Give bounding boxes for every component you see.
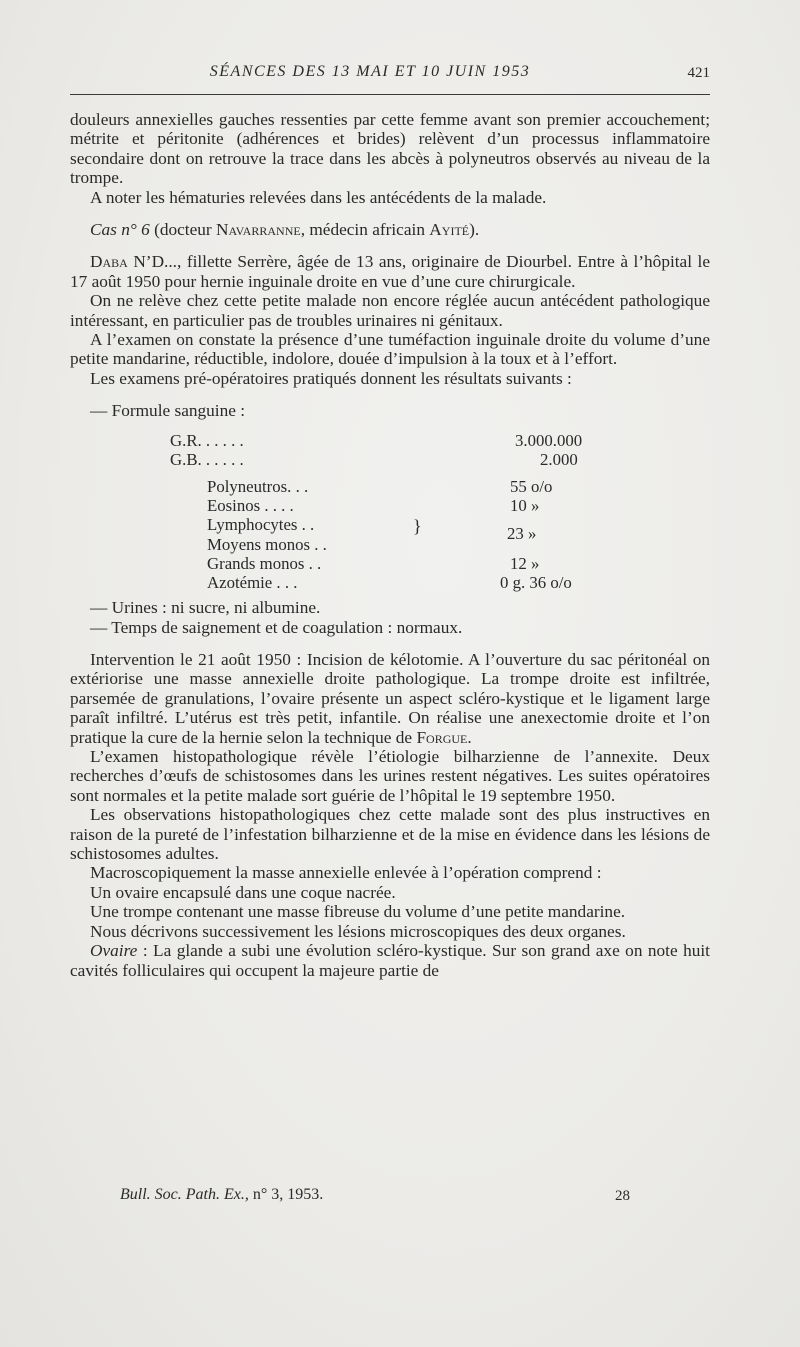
blood-count-table bbox=[70, 431, 710, 593]
case-open: (docteur bbox=[154, 220, 212, 240]
blood-row bbox=[70, 431, 710, 450]
blood-label: G.B. . . . . . bbox=[170, 449, 244, 469]
paragraph-ovaire bbox=[70, 941, 710, 980]
patient-details: N’D..., fillette Serrère, âgée de 13 ans, originaire de Diourbel. Entre à l’hôpital le 17 août 1950 pour hernie inguinale droite en vue d’une cure chirurgicale. bbox=[70, 252, 710, 291]
blood-value: 2.000 bbox=[540, 449, 578, 469]
blood-merged-group bbox=[70, 515, 710, 553]
blood-row bbox=[70, 554, 710, 573]
page-header bbox=[70, 63, 710, 91]
patient-name: Daba bbox=[90, 252, 128, 272]
blood-label: Moyens monos . . bbox=[207, 534, 327, 554]
intervention-surgeon: Forgue bbox=[416, 727, 468, 747]
paragraph-histopathologique: L’examen histopathologique révèle l’étiologie bilharzienne de l’annexite. Deux recherches d’œufs de schistosomes dans les urines restent négatives. Les suites opératoires sont normales et la petite malade sort guérie de l’hôpital le 19 septembre 1950. bbox=[70, 747, 710, 805]
ovaire-label: Ovaire bbox=[90, 941, 138, 961]
ovaire-text: : La glande a subi une évolution scléro-kystique. Sur son grand axe on note huit cavités folliculaires qui occupent la majeure partie de bbox=[70, 941, 710, 980]
paragraph-hematuries: A noter les hématuries relevées dans les antécédents de la malade. bbox=[90, 187, 547, 207]
paragraph-examen: A l’examen on constate la présence d’une tuméfaction inguinale droite du volume d’une petite mandarine, réductible, indolore, douée d’impulsion à la toux et à l’effort. bbox=[70, 330, 710, 369]
case-heading bbox=[70, 220, 710, 239]
blood-label: Grands monos . . bbox=[207, 553, 322, 573]
paragraph-antecedents: On ne relève chez cette petite malade non encore réglée aucun antécédent pathologique intéressant, en particulier pas de troubles urinaires ni génitaux. bbox=[70, 291, 710, 330]
blood-value: 0 g. 36 o/o bbox=[500, 573, 572, 593]
formule-heading: — Formule sanguine : bbox=[90, 401, 246, 421]
case-close: ). bbox=[469, 220, 480, 240]
blood-row bbox=[70, 450, 710, 469]
blood-value: 3.000.000 bbox=[515, 430, 583, 450]
blood-label: Polyneutros. . . bbox=[207, 477, 309, 497]
blood-row bbox=[70, 496, 710, 515]
paragraph-macroscopique: Macroscopiquement la masse annexielle enlevée à l’opération comprend : bbox=[90, 863, 602, 883]
paragraph-urines: — Urines : ni sucre, ni albumine. bbox=[90, 598, 321, 618]
header-rule bbox=[70, 94, 710, 95]
page-footer bbox=[120, 1186, 710, 1208]
paragraph-observations: Les observations histopathologiques chez cette malade sont des plus instructives en raison de la pureté de l’infestation bilharzienne et de la mise en évidence dans les lésions de schistosomes adultes. bbox=[70, 805, 710, 864]
blood-value: 12 » bbox=[510, 553, 540, 573]
case-label: Cas n° 6 bbox=[90, 220, 150, 240]
paragraph-ovaire-nacree: Un ovaire encapsulé dans une coque nacrée. bbox=[90, 882, 396, 902]
page-number: 421 bbox=[687, 65, 710, 81]
blood-value: 10 » bbox=[510, 496, 540, 516]
blood-label: Eosinos . . . . bbox=[207, 496, 294, 516]
paragraph-patient bbox=[70, 252, 710, 291]
footer-citation: Bull. Soc. Path. Ex., bbox=[120, 1186, 249, 1203]
paragraph-intervention bbox=[70, 650, 710, 747]
case-doctor: Navarranne bbox=[215, 220, 301, 240]
brace-icon: } bbox=[413, 516, 422, 537]
blood-label: Lymphocytes . . bbox=[207, 515, 315, 535]
article-body bbox=[70, 110, 710, 980]
paragraph-douleurs: douleurs annexielles gauches ressenties par cette femme avant son premier accouchement; métrite et péritonite (adhérences et brides) relèvent d’un processus inflammatoire secondaire dont on retrouve la trace dans les abcès à polyneutros observés au niveau de la trompe. bbox=[70, 110, 710, 188]
footer-issue: n° 3, 1953. bbox=[252, 1186, 324, 1203]
running-head: SÉANCES DES 13 MAI ET 10 JUIN 1953 bbox=[209, 63, 531, 80]
case-assistant: Ayité bbox=[429, 220, 470, 240]
paragraph-lesions: Nous décrivons successivement les lésions microscopiques des deux organes. bbox=[90, 921, 626, 941]
paragraph-temps: — Temps de saignement et de coagulation : normaux. bbox=[90, 617, 463, 637]
blood-row bbox=[70, 477, 710, 496]
blood-row bbox=[70, 535, 710, 554]
blood-value: 23 » bbox=[507, 524, 537, 544]
footer-sheet-number: 28 bbox=[615, 1188, 630, 1204]
paragraph-trompe: Une trompe contenant une masse fibreuse du volume d’une petite mandarine. bbox=[90, 902, 626, 922]
blood-label: Azotémie . . . bbox=[207, 573, 298, 593]
blood-value: 55 o/o bbox=[510, 477, 553, 497]
blood-row bbox=[70, 573, 710, 592]
blood-row bbox=[70, 515, 710, 537]
intervention-text: Intervention le 21 août 1950 : Incision de kélotomie. A l’ouverture du sac péritonéal on extériorise une masse annexielle droite pathologique. La trompe droite est infiltrée, parsemée de granulations, l’ovaire présente un aspect scléro-kystique et le ligament large paraît infiltré. L’utérus est très petit, infantile. On réalise une anexectomie droite et l’on pratique la cure de la hernie selon la technique de bbox=[70, 650, 710, 747]
case-mid: , médecin africain bbox=[300, 220, 425, 240]
paragraph-examens-preop: Les examens pré-opératoires pratiqués donnent les résultats suivants : bbox=[90, 368, 572, 388]
intervention-end: . bbox=[467, 727, 472, 747]
blood-label: G.R. . . . . . bbox=[170, 430, 244, 450]
